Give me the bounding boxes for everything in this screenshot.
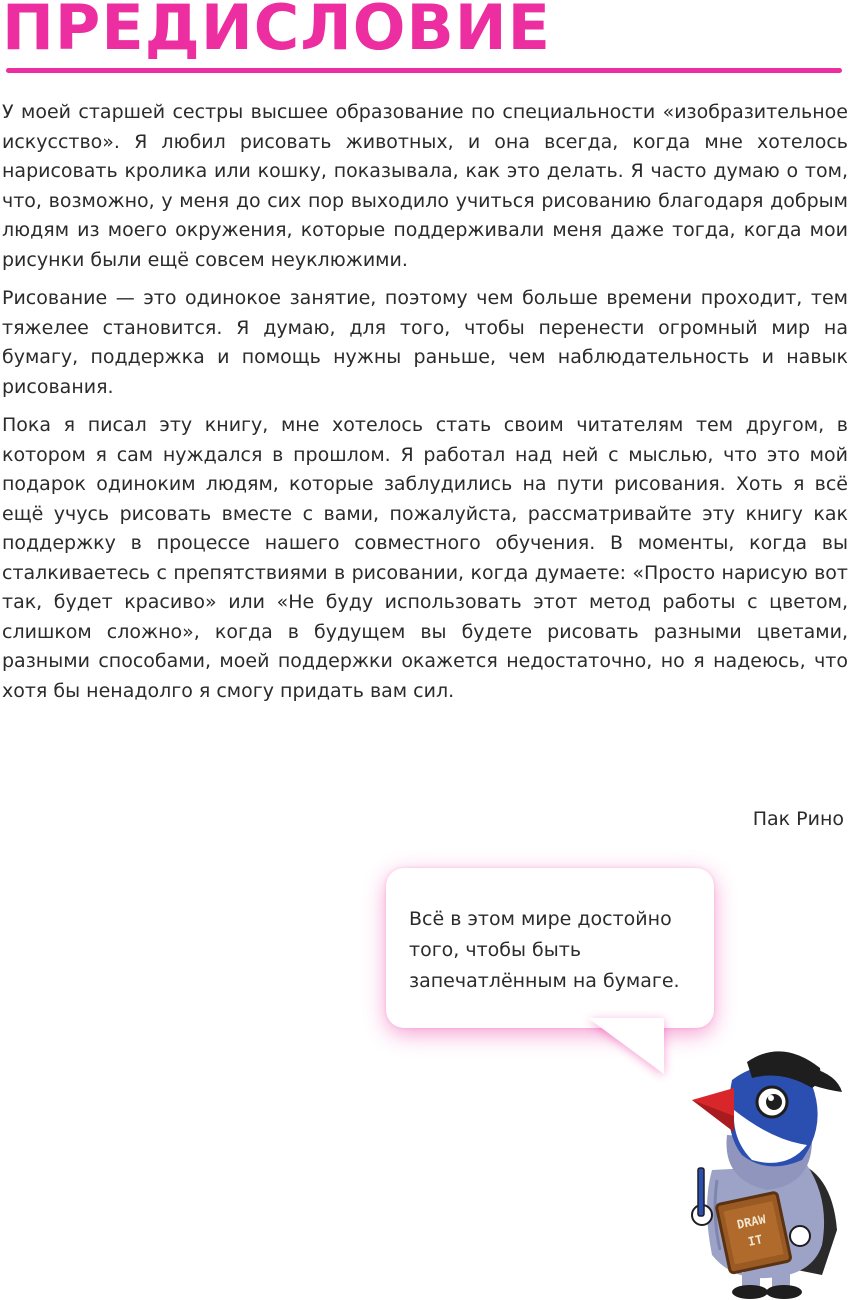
paragraph-3: Пока я писал эту книгу, мне хотелось стать своим читателям тем другом, в котором я сам нуждался в прошлом. Я работал над ней с мыслью, что это мой подарок одиноким людям, которые заблудились на пути рисования. Хоть я всё ещё учусь рисовать вместе с вами, пожалуйста, рассматривайте эту книгу как поддержку в процессе нашего совместного обучения. В моменты, когда вы сталкиваетесь с препятствиями в рисовании, когда думаете: «Просто нарисую вот так, будет красиво» или «Не буду использовать этот метод работы с цветом, слишком сложно», когда в будущем вы будете рисовать разными цветами, разными способами, моей поддержки окажется недостаточно, но я надеюсь, что хотя бы ненадолго я смогу придать вам сил. — [2, 414, 848, 702]
svg-text:IT: IT — [746, 1232, 764, 1249]
speech-bubble-text: Всё в этом мире достойно того, чтобы быть запечатлённым на бумаге. — [409, 908, 680, 992]
preface-body — [2, 98, 848, 715]
page-title: ПРЕДИСЛОВИЕ — [2, 0, 551, 64]
paragraph-1: У моей старшей сестры высшее образование по специальности «изобразительное искусство». Я любил рисовать животных, и она всегда, когда мне хотелось нарисовать кролика или кошку, показывала, как это делать. Я часто думаю о том, что, возможно, у меня до сих пор выходило учиться рисованию благодаря добрым людям из моего окружения, которые поддерживали меня даже тогда, когда мои рисунки были ещё совсем неуклюжими. — [2, 101, 848, 271]
bird-mascot-illustration — [672, 1040, 849, 1300]
author-signature: Пак Рино — [752, 808, 844, 830]
title-underline — [6, 68, 842, 73]
paragraph-2: Рисование — это одинокое занятие, поэтому чем больше времени проходит, тем тяжелее становится. Я думаю, для того, чтобы перенести огромный мир на бумагу, поддержка и помощь нужны раньше, чем наблюдательность и навык рисования. — [2, 287, 848, 398]
svg-text:DRAW: DRAW — [735, 1212, 767, 1232]
